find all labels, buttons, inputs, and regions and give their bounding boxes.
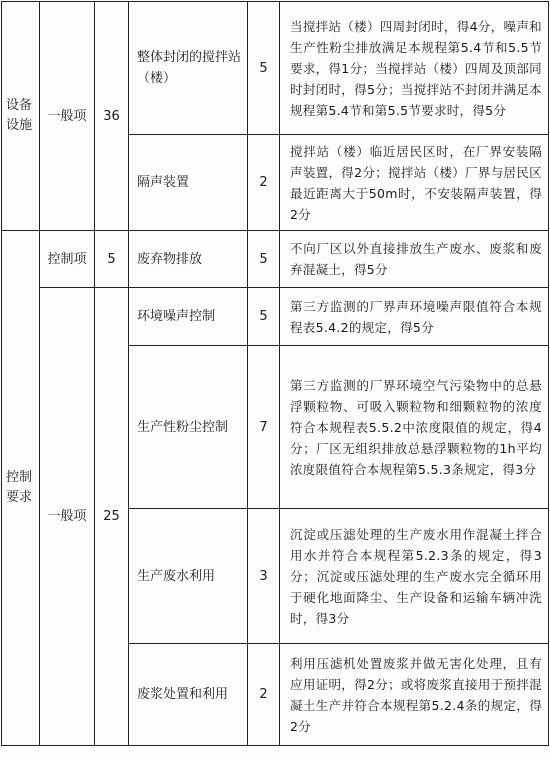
criteria-cell: 沉淀或压滤处理的生产废水用作混凝土拌合用水并符合本规程第5.2.3条的规定，得3分；沉淀或压滤处理的生产废水完全循环用于硬化地面降尘、生产设备和运输车辆冲洗时，得3分 (280, 509, 549, 644)
item-cell: 隔声装置 (129, 135, 248, 231)
category-cell: 设备设施 (2, 2, 40, 231)
item-cell: 生产废水利用 (129, 509, 248, 644)
evaluation-table (1, 1, 549, 746)
points-cell: 5 (248, 231, 280, 288)
item-cell: 生产性粉尘控制 (129, 346, 248, 509)
score-cell: 5 (95, 231, 129, 288)
item-cell: 环境噪声控制 (129, 288, 248, 346)
criteria-cell: 当搅拌站（楼）四周封闭时，得4分，噪声和生产性粉尘排放满足本规程第5.4节和5.5节要求，得1分；当搅拌站（楼）四周及顶部同时封闭时，得5分；当搅拌站不封闭并满足本规程第5.4节和第5.5节要求时，得5分 (280, 2, 549, 135)
points-cell: 2 (248, 644, 280, 746)
points-cell: 5 (248, 288, 280, 346)
table-row (2, 2, 549, 135)
item-cell: 废浆处置和利用 (129, 644, 248, 746)
points-cell: 7 (248, 346, 280, 509)
table-row (2, 231, 549, 288)
type-cell: 一般项 (40, 288, 95, 746)
criteria-cell: 搅拌站（楼）临近居民区时，在厂界安装隔声装置，得2分；搅拌站（楼）厂界与居民区最近距离大于50m时，不安装隔声装置，得2分 (280, 135, 549, 231)
score-cell: 36 (95, 2, 129, 231)
category-cell: 控制要求 (2, 231, 40, 746)
criteria-cell: 利用压滤机处置废浆并做无害化处理，且有应用证明，得2分；或将废浆直接用于预拌混凝土生产并符合本规程第5.2.4条的规定，得2分 (280, 644, 549, 746)
criteria-cell: 第三方监测的厂界环境空气污染物中的总悬浮颗粒物、可吸入颗粒物和细颗粒物的浓度符合本规程表5.5.2中浓度限值的规定，得4分；厂区无组织排放总悬浮颗粒物的1h平均浓度限值符合本规程第5.5.3条规定，得3分 (280, 346, 549, 509)
score-cell: 25 (95, 288, 129, 746)
type-cell: 一般项 (40, 2, 95, 231)
points-cell: 3 (248, 509, 280, 644)
criteria-cell: 不向厂区以外直接排放生产废水、废浆和废弃混凝土，得5分 (280, 231, 549, 288)
table-row (2, 288, 549, 346)
item-cell: 整体封闭的搅拌站（楼） (129, 2, 248, 135)
item-cell: 废弃物排放 (129, 231, 248, 288)
criteria-cell: 第三方监测的厂界声环境噪声限值符合本规程表5.4.2的规定，得5分 (280, 288, 549, 346)
points-cell: 5 (248, 2, 280, 135)
points-cell: 2 (248, 135, 280, 231)
type-cell: 控制项 (40, 231, 95, 288)
